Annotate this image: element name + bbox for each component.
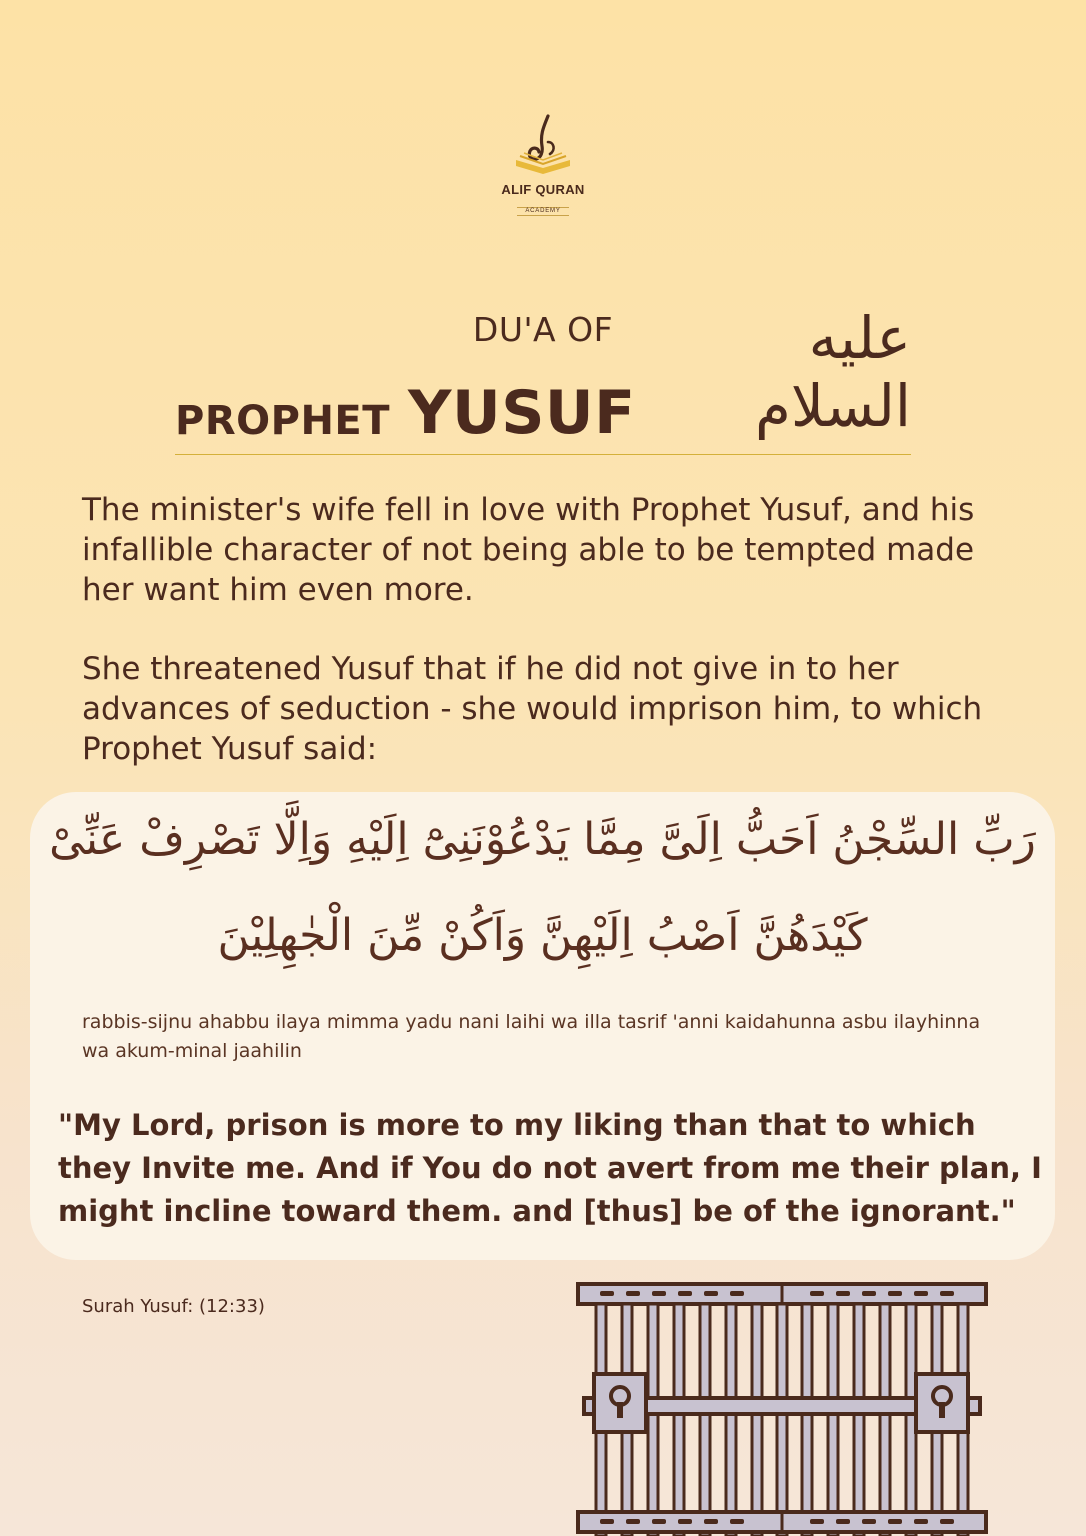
title-arabic-honorific: عليه السلام (754, 304, 911, 440)
book-alif-logo-icon (508, 112, 578, 182)
title-prophet: PROPHET (175, 398, 391, 444)
dua-card (30, 792, 1055, 1260)
title-name: YUSUF (408, 378, 636, 448)
dua-arabic-line-1: رَبِّ السِّجْنُ اَحَبُّ اِلَىَّ مِمَّا يَدْعُوْنَنِىْٓ اِلَيْهِ وَاِلَّا تَصْرِفْ عَنِّىْ (49, 814, 1036, 865)
dua-arabic-line-2: كَيْدَهُنَّ اَصْبُ اِلَيْهِنَّ وَاَكُنْ مِّنَ الْجٰهِلِيْنَ (217, 910, 868, 961)
logo-name: ALIF QURAN (501, 182, 585, 197)
story-paragraph-2: She threatened Yusuf that if he did not give in to her advances of seduction - she would imprison him, to which Prophet Yusuf said: (82, 651, 983, 767)
prison-gate-icon (570, 1278, 994, 1536)
story-paragraph-1: The minister's wife fell in love with Prophet Yusuf, and his infallible character of not being able to be tempted made her want him even more. (82, 492, 975, 608)
alif-quran-logo (495, 112, 591, 212)
verse-source: Surah Yusuf: (12:33) (82, 1296, 265, 1317)
page-pretitle: DU'A OF (472, 310, 614, 349)
dua-translation: "My Lord, prison is more to my liking than that to which they Invite me. And if You do not avert from me their plan, I might incline toward them. and [thus] be of the ignorant." (58, 1108, 1042, 1228)
logo-subtitle: ACADEMY (517, 207, 568, 216)
dua-transliteration: rabbis-sijnu ahabbu ilaya mimma yadu nani laihi wa illa tasrif 'anni kaidahunna asbu ilayhinna wa akum-minal jaahilin (82, 1011, 981, 1062)
